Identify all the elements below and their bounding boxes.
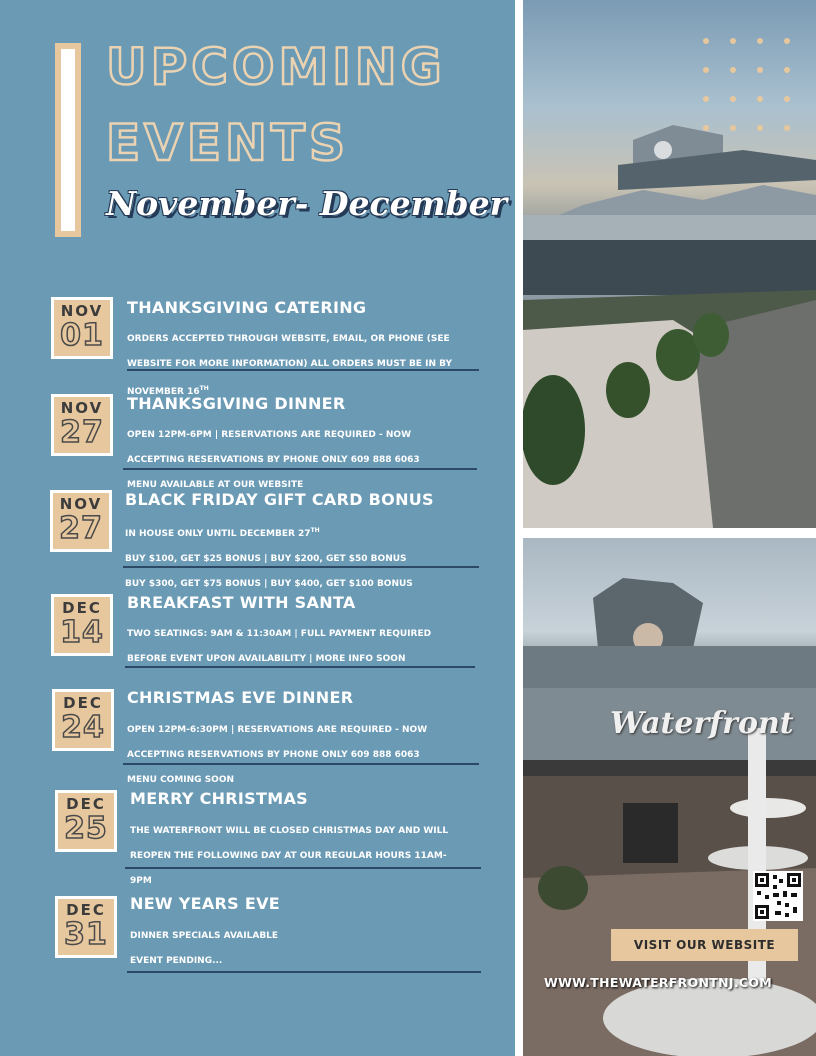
desc-line: OPEN 12PM-6PM | RESERVATIONS ARE REQUIRED - NOW	[127, 429, 412, 440]
event-description	[125, 512, 413, 590]
desc-line: WEBSITE FOR MORE INFORMATION) ALL ORDERS MUST BE IN BY	[127, 358, 452, 369]
event-month: DEC	[62, 599, 102, 617]
event-title: NEW YEARS EVE	[130, 894, 280, 913]
event-date-badge	[52, 689, 114, 751]
event-description	[130, 812, 448, 887]
event-month: DEC	[66, 901, 106, 919]
desc-line: BUY $100, GET $25 BONUS | BUY $200, GET $50 BONUS	[125, 553, 407, 564]
event-date-badge	[55, 790, 117, 852]
event-date-badge	[51, 394, 113, 456]
desc-line: REOPEN THE FOLLOWING DAY AT OUR REGULAR HOURS 11AM-	[130, 850, 447, 861]
title-accent-bar-inner	[61, 49, 75, 231]
desc-line: NOVEMBER 16	[127, 386, 200, 397]
event-divider	[125, 666, 475, 668]
event-description	[127, 416, 420, 491]
event-title: BLACK FRIDAY GIFT CARD BONUS	[125, 490, 434, 509]
desc-line: TWO SEATINGS: 9AM & 11:30AM | FULL PAYMENT REQUIRED	[127, 628, 432, 639]
desc-line: THE WATERFRONT WILL BE CLOSED CHRISTMAS DAY AND WILL	[130, 825, 449, 836]
decorative-dot-grid	[703, 38, 793, 148]
event-title: BREAKFAST WITH SANTA	[127, 593, 356, 612]
event-day: 14	[60, 615, 104, 650]
event-month: DEC	[63, 694, 103, 712]
date-range-subtitle: November- December	[106, 184, 507, 223]
event-title: MERRY CHRISTMAS	[130, 789, 308, 808]
desc-superscript: TH	[310, 526, 320, 534]
event-day: 24	[61, 710, 105, 745]
event-title: CHRISTMAS EVE DINNER	[127, 688, 354, 707]
qr-code-icon	[755, 873, 801, 919]
waterfront-sign: Waterfront	[610, 706, 794, 741]
event-divider	[123, 566, 479, 568]
event-divider	[123, 468, 477, 470]
event-month: NOV	[59, 495, 103, 513]
event-divider	[123, 763, 479, 765]
event-day: 27	[59, 511, 103, 546]
desc-line: DINNER SPECIALS AVAILABLE	[130, 930, 279, 941]
desc-line: EVENT PENDING...	[130, 955, 223, 966]
event-divider	[127, 971, 481, 973]
title-upcoming: UPCOMING	[106, 38, 446, 96]
desc-line: BUY $300, GET $75 BONUS | BUY $400, GET $100 BONUS	[125, 578, 413, 589]
desc-line: ACCEPTING RESERVATIONS BY PHONE ONLY 609 888 6063	[127, 749, 420, 760]
event-description	[127, 711, 427, 786]
event-date-badge	[50, 490, 112, 552]
event-day: 25	[64, 811, 108, 846]
event-description	[127, 615, 431, 665]
desc-line: IN HOUSE ONLY UNTIL DECEMBER 27	[125, 528, 311, 539]
desc-line: OPEN 12PM-6:30PM | RESERVATIONS ARE REQUIRED - NOW	[127, 724, 428, 735]
visit-website-button[interactable]: VISIT OUR WEBSITE	[611, 929, 798, 961]
event-title: THANKSGIVING DINNER	[127, 394, 346, 413]
desc-line: 9PM	[130, 875, 152, 886]
event-day: 01	[60, 318, 104, 353]
event-month: NOV	[60, 399, 104, 417]
event-divider	[127, 369, 479, 371]
desc-line: ACCEPTING RESERVATIONS BY PHONE ONLY 609 888 6063	[127, 454, 420, 465]
event-month: NOV	[60, 302, 104, 320]
desc-superscript: TH	[199, 384, 209, 392]
desc-line: ORDERS ACCEPTED THROUGH WEBSITE, EMAIL, OR PHONE (SEE	[127, 333, 450, 344]
title-events: EVENTS	[106, 114, 349, 172]
desc-line: MENU COMING SOON	[127, 774, 235, 785]
event-day: 27	[60, 415, 104, 450]
event-month: DEC	[66, 795, 106, 813]
event-title: THANKSGIVING CATERING	[127, 298, 367, 317]
desc-line: MENU AVAILABLE AT OUR WEBSITE	[127, 479, 304, 490]
event-day: 31	[64, 917, 108, 952]
desc-line: BEFORE EVENT UPON AVAILABILITY | MORE INFO SOON	[127, 653, 406, 664]
qr-code[interactable]	[753, 871, 803, 921]
event-date-badge	[51, 594, 113, 656]
website-url[interactable]: WWW.THEWATERFRONTNJ.COM	[544, 975, 773, 990]
event-date-badge	[55, 896, 117, 958]
event-date-badge	[51, 297, 113, 359]
event-description	[127, 320, 452, 398]
event-divider	[125, 867, 481, 869]
event-description	[130, 917, 278, 967]
